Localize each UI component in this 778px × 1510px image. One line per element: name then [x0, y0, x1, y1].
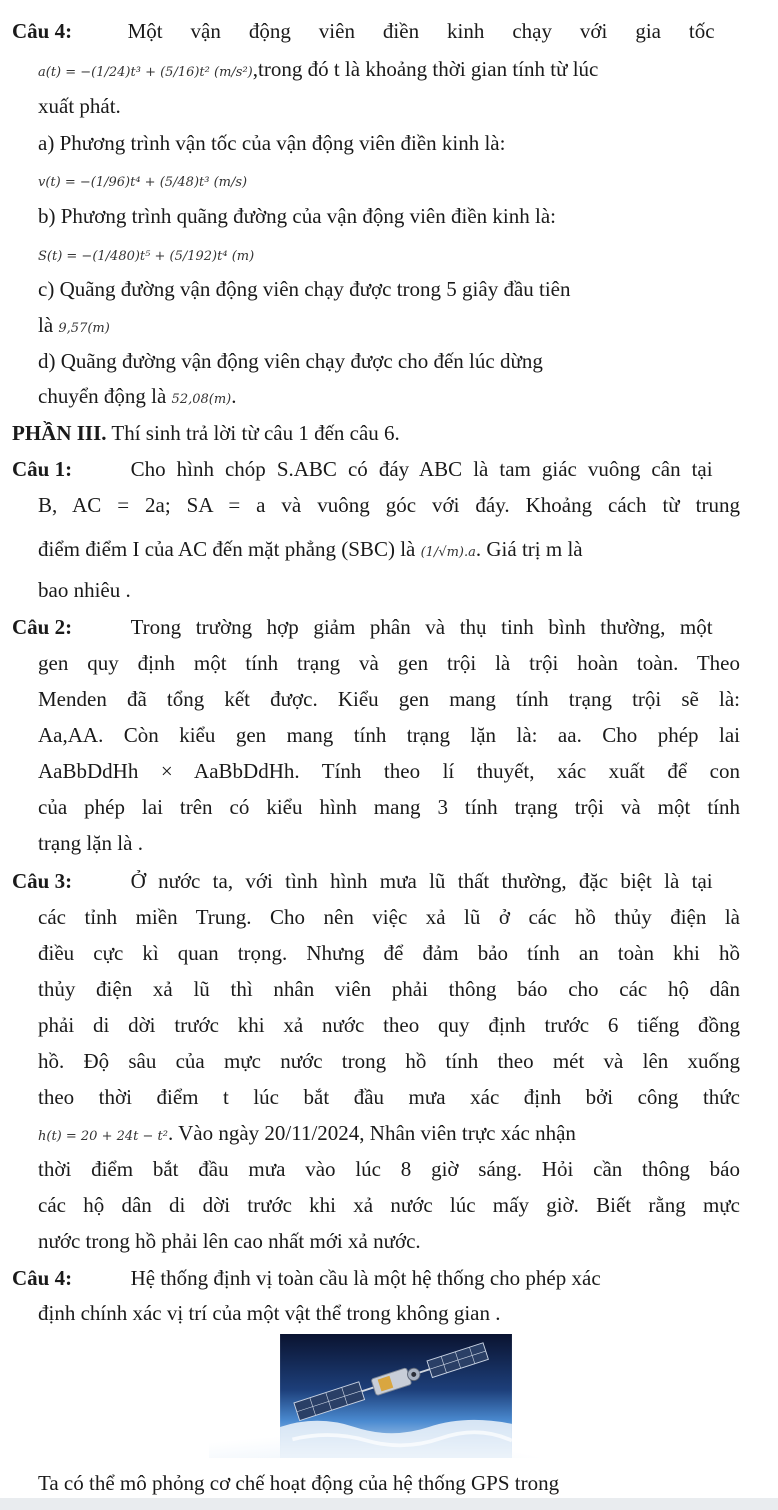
- q4-label: Câu 4:: [12, 1266, 73, 1290]
- q4-line-2: định chính xác vị trí của một vật thể trong không gian .: [38, 1301, 501, 1325]
- q3-label: Câu 3:: [12, 869, 73, 893]
- velocity-formula-text: v(t) = −(1/96)t⁴ + (5/48)t³ (m/s): [38, 175, 248, 190]
- velocity-formula: [38, 166, 247, 196]
- q3-line-5: phải di dời trước khi xả nước theo quy định trước 6 tiếng đồng: [38, 1013, 740, 1037]
- q3-line-7: theo thời điểm t lúc bắt đầu mưa xác định bởi công thức: [38, 1085, 740, 1109]
- q3-line-3: điều cực kì quan trọng. Nhưng để đảm bảo tính an toàn khi hồ: [38, 941, 740, 965]
- q3-line-11: nước trong hồ phải lên cao nhất mới xả nước.: [38, 1229, 421, 1253]
- statement-a: a) Phương trình vận tốc của vận động viên điền kinh là:: [38, 131, 506, 155]
- q2-line-1: [12, 614, 713, 640]
- statement-b: b) Phương trình quãng đường của vận động viên điền kinh là:: [38, 204, 556, 228]
- statement-c-line-2: [38, 312, 110, 342]
- q3-line-10: các hộ dân di dời trước khi xả nước lúc mấy giờ. Biết rằng mực: [38, 1193, 740, 1217]
- acceleration-formula: a(t) = −(1/24)t³ + (5/16)t² (m/s²): [38, 65, 253, 80]
- q3-line-1: [12, 868, 713, 894]
- statement-d-line-2: chuyển động là 52,08(m).: [38, 384, 237, 408]
- q1-label: Câu 1:: [12, 457, 73, 481]
- part-3-heading-bold: PHẦN III.: [12, 421, 107, 445]
- q2-line-5: AaBbDdHh × AaBbDdHh. Tính theo lí thuyết, xác xuất để con: [38, 759, 740, 783]
- page-bottom-edge: [0, 1498, 778, 1510]
- q2-line-2: gen quy định một tính trạng và gen trội là trội hoàn toàn. Theo: [38, 651, 740, 675]
- statement-c: c) Quãng đường vận động viên chạy được trong 5 giây đầu tiên: [38, 277, 571, 301]
- question-4-line-1: [12, 18, 715, 44]
- part-3-heading-text: Thí sinh trả lời từ câu 1 đến câu 6.: [111, 421, 400, 445]
- question-4-text: Một vận động viên điền kinh chạy với gia tốc: [127, 19, 715, 43]
- question-4-line-2: [38, 56, 598, 86]
- q1-text-3a: điểm điểm I của AC đến mặt phẳng (SBC) là: [38, 537, 416, 561]
- statement-c-value: 9,57(m): [58, 321, 110, 336]
- q3-line-4: thủy điện xả lũ thì nhân viên phải thông báo cho các hộ dân: [38, 977, 740, 1001]
- q2-line-7: trạng lặn là .: [38, 831, 143, 855]
- question-4-text-2: ,trong đó t là khoảng thời gian tính từ lúc: [252, 57, 599, 81]
- q3-line-8: [38, 1120, 576, 1150]
- distance-formula-text: S(t) = −(1/480)t⁵ + (5/192)t⁴ (m): [38, 249, 255, 264]
- q2-label: Câu 2:: [12, 615, 73, 639]
- q3-text-1: Ở nước ta, với tình hình mưa lũ thất thường, đặc biệt là tại: [130, 869, 713, 893]
- statement-d-value: 52,08(m): [171, 392, 232, 407]
- q2-line-4: Aa,AA. Còn kiểu gen mang tính trạng lặn là: aa. Cho phép lai: [38, 723, 740, 747]
- statement-d: d) Quãng đường vận động viên chạy được cho đến lúc dừng: [38, 349, 543, 373]
- q1-line-1: [12, 456, 713, 482]
- statement-d-text: chuyển động là: [38, 384, 167, 408]
- distance-formula: [38, 240, 254, 270]
- question-4-label: Câu 4:: [12, 19, 73, 43]
- q3-line-6: hồ. Độ sâu của mực nước trong hồ tính theo mét và lên xuống: [38, 1049, 740, 1073]
- q4-line-1: [12, 1265, 601, 1291]
- part-3-heading: [12, 420, 400, 446]
- q3-line-2: các tỉnh miền Trung. Cho nên việc xả lũ ở các hồ thủy điện là: [38, 905, 740, 929]
- q4-bottom-line: Ta có thể mô phỏng cơ chế hoạt động của hệ thống GPS trong: [38, 1471, 560, 1495]
- q1-line-2: B, AC = 2a; SA = a và vuông góc với đáy. Khoảng cách từ trung: [38, 493, 740, 517]
- q2-line-6: của phép lai trên có kiểu hình mang 3 tính trạng trội và một tính: [38, 795, 740, 819]
- q1-text-3b: . Giá trị m là: [475, 537, 583, 561]
- q3-text-8: . Vào ngày 20/11/2024, Nhân viên trực xác nhận: [167, 1121, 576, 1145]
- q2-line-3: Menden đã tổng kết được. Kiểu gen mang tính trạng trội sẽ là:: [38, 687, 740, 711]
- q4-text-1: Hệ thống định vị toàn cầu là một hệ thống cho phép xác: [130, 1266, 601, 1290]
- q3-line-9: thời điểm bắt đầu mưa vào lúc 8 giờ sáng. Hỏi cần thông báo: [38, 1157, 740, 1181]
- q3-depth-formula: h(t) = 20 + 24t − t²: [38, 1129, 168, 1144]
- q1-text-1: Cho hình chóp S.ABC có đáy ABC là tam giác vuông cân tại: [130, 457, 713, 481]
- satellite-image: [209, 1334, 583, 1458]
- question-4-line-3: xuất phát.: [38, 94, 121, 118]
- statement-c-la: là: [38, 313, 54, 337]
- q1-line-4: bao nhiêu .: [38, 578, 131, 602]
- q1-line-3: [38, 536, 583, 566]
- q2-text-1: Trong trường hợp giảm phân và thụ tinh bình thường, một: [130, 615, 713, 639]
- q1-distance-formula: (1/√m).a: [420, 545, 476, 560]
